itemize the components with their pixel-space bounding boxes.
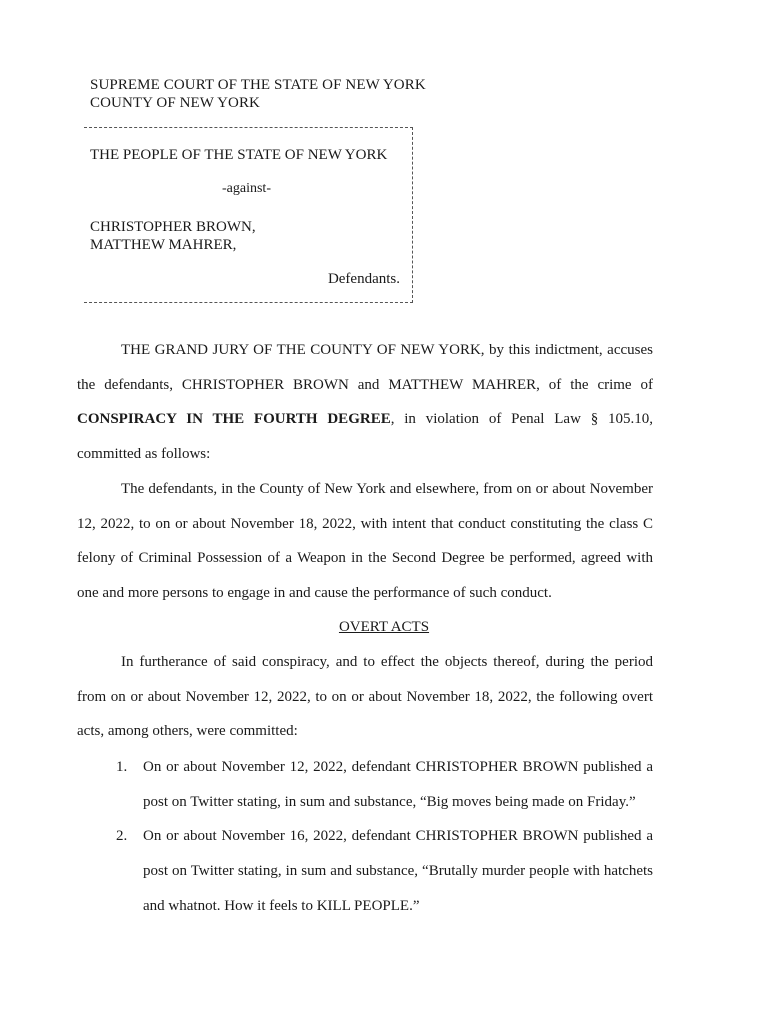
- charge-name: CONSPIRACY IN THE FOURTH DEGREE: [77, 411, 391, 428]
- caption-defendant-2: MATTHEW MAHRER,: [90, 237, 237, 253]
- overt-act-number: 1.: [116, 759, 128, 775]
- court-header: [90, 76, 426, 112]
- overt-act-item: [116, 750, 653, 819]
- overt-act-text: On or about November 16, 2022, defendant CHRISTOPHER BROWN published a post on Twitter stating, in sum and substance, “Brutally murder people with hatchets and whatnot. How it feels to KILL PEOPLE.”: [143, 828, 653, 914]
- case-caption-box: [84, 127, 413, 303]
- county-name: COUNTY OF NEW YORK: [90, 95, 260, 111]
- overt-act-text: On or about November 12, 2022, defendant CHRISTOPHER BROWN published a post on Twitter stating, in sum and substance, “Big moves being made on Friday.”: [143, 759, 653, 810]
- court-name: SUPREME COURT OF THE STATE OF NEW YORK: [90, 77, 426, 93]
- overt-act-item: [116, 819, 653, 923]
- caption-defendant-1: CHRISTOPHER BROWN,: [90, 219, 256, 235]
- overt-acts-intro: In furtherance of said conspiracy, and to effect the objects thereof, during the period from on or about November 12, 2022, to on or about November 18, 2022, the following overt acts, among others, were committed:: [77, 654, 653, 740]
- overt-act-number: 2.: [116, 828, 128, 845]
- caption-defendants-label: Defendants.: [327, 271, 400, 287]
- caption-plaintiff: THE PEOPLE OF THE STATE OF NEW YORK: [90, 147, 388, 163]
- intro-text-1: THE GRAND JURY OF THE COUNTY OF NEW YORK, by this indictment, accuses the defendants, CHRISTOPHER BROWN and MATTHEW MAHRER, of the crime of: [77, 342, 653, 393]
- indictment-intro-paragraph: [77, 333, 653, 472]
- caption-against: -against-: [222, 181, 271, 196]
- count-paragraph: The defendants, in the County of New York and elsewhere, from on or about November 12, 2022, to on or about November 18, 2022, with intent that conduct constituting the class C felony of Criminal Possession of a Weapon in the Second Degree be performed, agreed with one and more persons to engage in and cause the performance of such conduct.: [77, 481, 653, 602]
- overt-acts-heading: OVERT ACTS: [338, 619, 430, 635]
- overt-acts-list: [116, 750, 653, 924]
- intro-text-2: , in violation of Penal Law § 105.10, committed as follows:: [77, 411, 653, 463]
